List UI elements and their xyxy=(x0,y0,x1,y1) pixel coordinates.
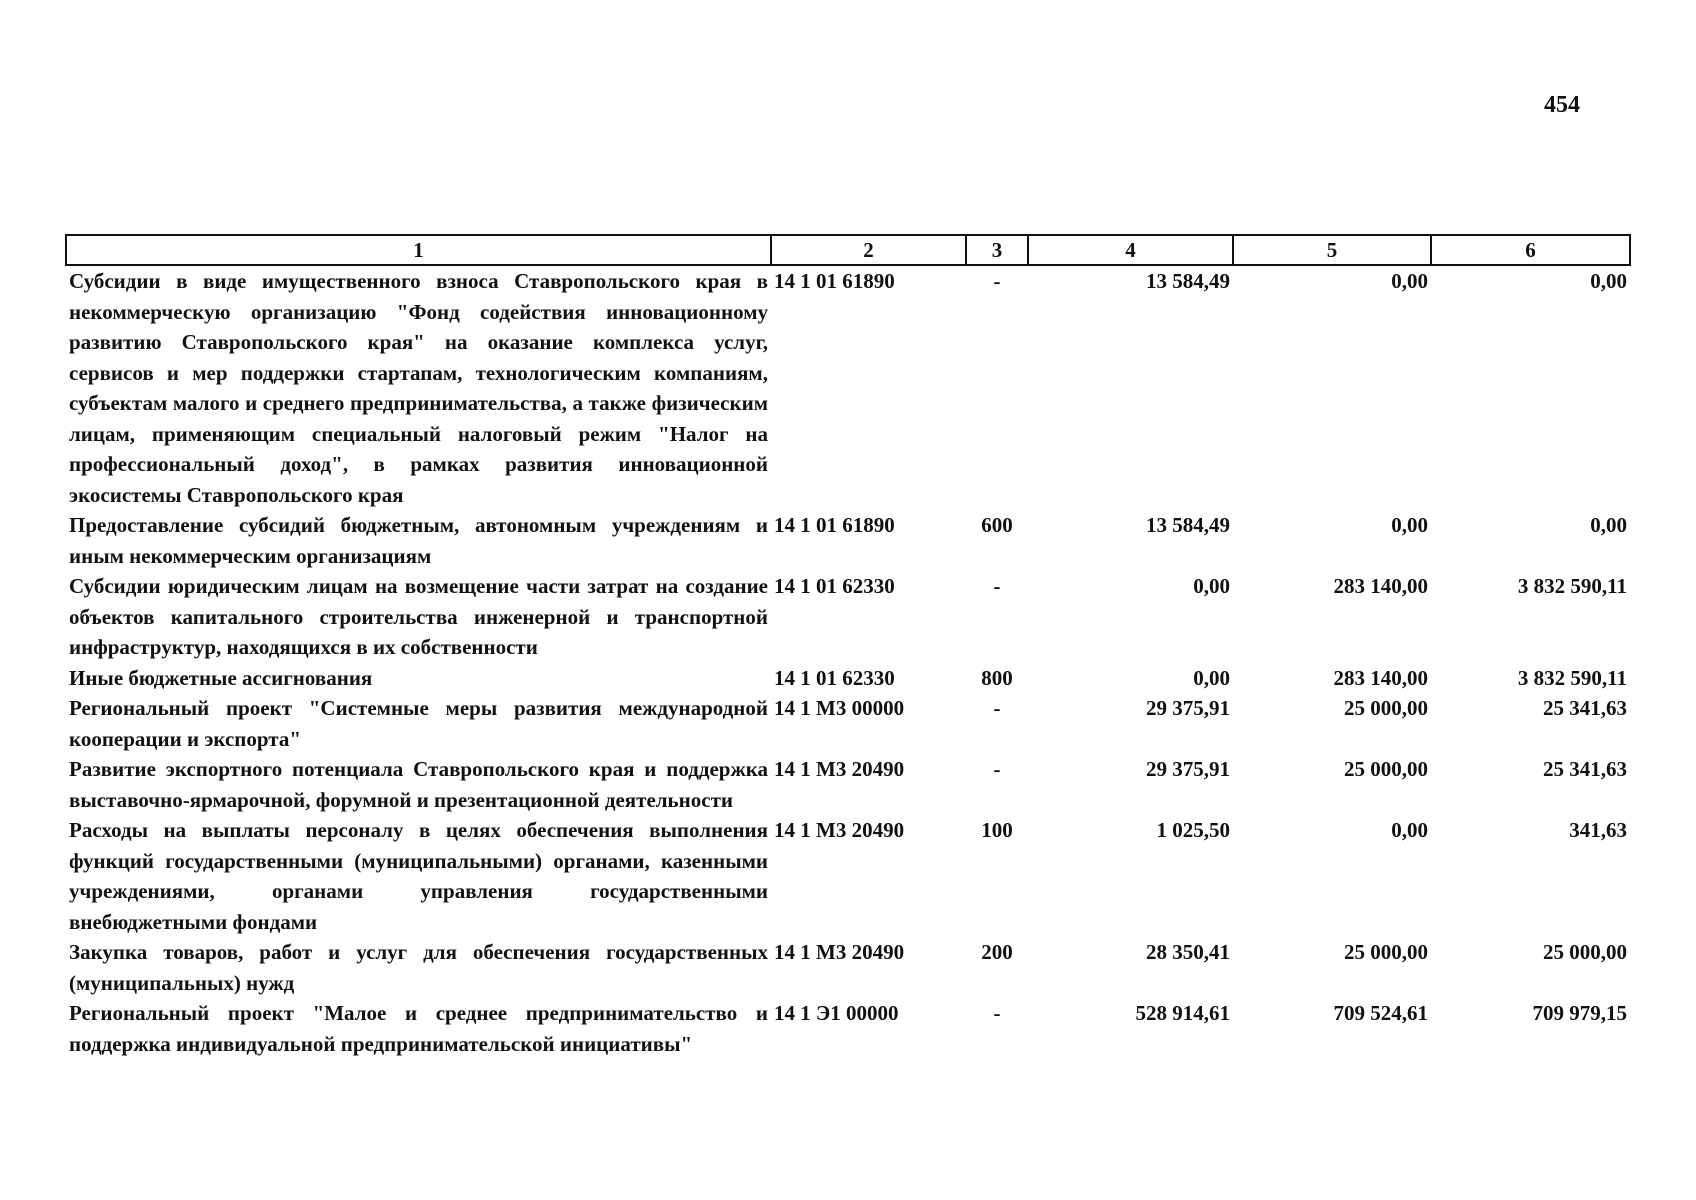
row-value-5: 709 524,61 xyxy=(1333,1001,1428,1025)
row-code: 14 1 Э1 00000 xyxy=(774,1001,899,1025)
row-value-5: 25 000,00 xyxy=(1344,696,1428,720)
row-code: 14 1 М3 20490 xyxy=(774,757,905,781)
row-description: Развитие экспортного потенциала Ставропольского края и поддержка выставочно-ярмарочной, форумной и презентационной деятельности xyxy=(69,757,768,812)
row-value-5: 283 140,00 xyxy=(1333,574,1428,598)
table-row xyxy=(66,998,1630,1059)
row-value-5: 25 000,00 xyxy=(1344,757,1428,781)
row-code: 14 1 М3 20490 xyxy=(774,940,905,964)
row-description: Субсидии юридическим лицам на возмещение части затрат на создание объектов капитального строительства инженерной и транспортной инфраструктур, находящихся в их собственности xyxy=(69,574,768,659)
row-value-6: 709 979,15 xyxy=(1532,1001,1627,1025)
row-description: Предоставление субсидий бюджетным, автономным учреждениям и иным некоммерческим организациям xyxy=(69,513,768,568)
row-value-6: 25 341,63 xyxy=(1543,696,1627,720)
row-description: Иные бюджетные ассигнования xyxy=(69,665,373,690)
row-description: Региональный проект "Малое и среднее предпринимательство и поддержка индивидуальной предпринимательской инициативы" xyxy=(69,1001,768,1056)
row-expense-type: 800 xyxy=(981,665,1013,690)
row-expense-type: 200 xyxy=(981,940,1013,964)
column-header-2: 2 xyxy=(771,235,966,265)
row-description: Закупка товаров, работ и услуг для обеспечения государственных (муниципальных) нужд xyxy=(69,940,768,995)
row-description: Региональный проект "Системные меры развития международной кооперации и экспорта" xyxy=(69,696,768,751)
column-header-4: 4 xyxy=(1028,235,1233,265)
row-expense-type: - xyxy=(993,269,1001,293)
row-value-4: 0,00 xyxy=(1193,665,1230,690)
table-row xyxy=(66,754,1630,815)
row-value-6: 25 000,00 xyxy=(1543,940,1627,964)
budget-table xyxy=(65,234,1631,1059)
row-value-6: 3 832 590,11 xyxy=(1517,665,1627,690)
column-header-3: 3 xyxy=(966,235,1028,265)
row-value-5: 0,00 xyxy=(1391,818,1428,842)
row-value-4: 1 025,50 xyxy=(1156,818,1230,842)
row-value-4: 28 350,41 xyxy=(1146,940,1230,964)
row-value-4: 13 584,49 xyxy=(1146,513,1230,537)
row-value-5: 25 000,00 xyxy=(1344,940,1428,964)
column-header-6: 6 xyxy=(1431,235,1630,265)
page-number: 454 xyxy=(1544,92,1580,118)
row-expense-type: - xyxy=(993,757,1001,781)
row-value-4: 29 375,91 xyxy=(1146,696,1230,720)
table-header-row xyxy=(66,235,1630,265)
table-row xyxy=(66,693,1630,754)
table-row xyxy=(66,265,1630,510)
column-header-1: 1 xyxy=(66,235,771,265)
row-expense-type: - xyxy=(993,696,1001,720)
row-value-6: 0,00 xyxy=(1590,513,1627,537)
row-value-5: 0,00 xyxy=(1391,269,1428,293)
row-description: Расходы на выплаты персоналу в целях обеспечения выполнения функций государственными (муниципальными) органами, казенными учреждениями, органами управления государственными внебюджетными фондами xyxy=(69,818,768,934)
row-description: Субсидии в виде имущественного взноса Ставропольского края в некоммерческую организацию "Фонд содействия инновационному развитию Ставропольского края" на оказание комплекса услуг, сервисов и мер поддержки стартапам, технологическим компаниям, субъектам малого и среднего предпринимательства, а также физическим лицам, применяющим специальный налоговый режим "Налог на профессиональный доход", в рамках развития инновационной экосистемы Ставропольского края xyxy=(69,269,768,507)
row-code: 14 1 01 61890 xyxy=(774,513,895,537)
table-row xyxy=(66,510,1630,571)
row-value-4: 29 375,91 xyxy=(1146,757,1230,781)
row-code: 14 1 М3 20490 xyxy=(774,818,905,842)
row-value-6: 341,63 xyxy=(1569,818,1627,842)
table-row xyxy=(66,937,1630,998)
table-row xyxy=(66,571,1630,663)
row-code: 14 1 01 61890 xyxy=(774,269,895,293)
row-code: 14 1 01 62330 xyxy=(774,665,895,690)
row-code: 14 1 М3 00000 xyxy=(774,696,905,720)
row-value-4: 13 584,49 xyxy=(1146,269,1230,293)
row-code: 14 1 01 62330 xyxy=(774,574,895,598)
row-value-5: 0,00 xyxy=(1391,513,1428,537)
table-row xyxy=(66,663,1630,694)
row-value-4: 0,00 xyxy=(1193,574,1230,598)
row-value-5: 283 140,00 xyxy=(1333,665,1428,690)
row-value-6: 25 341,63 xyxy=(1543,757,1627,781)
row-expense-type: 600 xyxy=(981,513,1013,537)
row-expense-type: - xyxy=(993,574,1001,598)
row-expense-type: - xyxy=(993,1001,1001,1025)
table-row xyxy=(66,815,1630,937)
row-expense-type: 100 xyxy=(981,818,1013,842)
column-header-5: 5 xyxy=(1233,235,1431,265)
row-value-4: 528 914,61 xyxy=(1135,1001,1230,1025)
row-value-6: 3 832 590,11 xyxy=(1517,574,1627,598)
row-value-6: 0,00 xyxy=(1590,269,1627,293)
